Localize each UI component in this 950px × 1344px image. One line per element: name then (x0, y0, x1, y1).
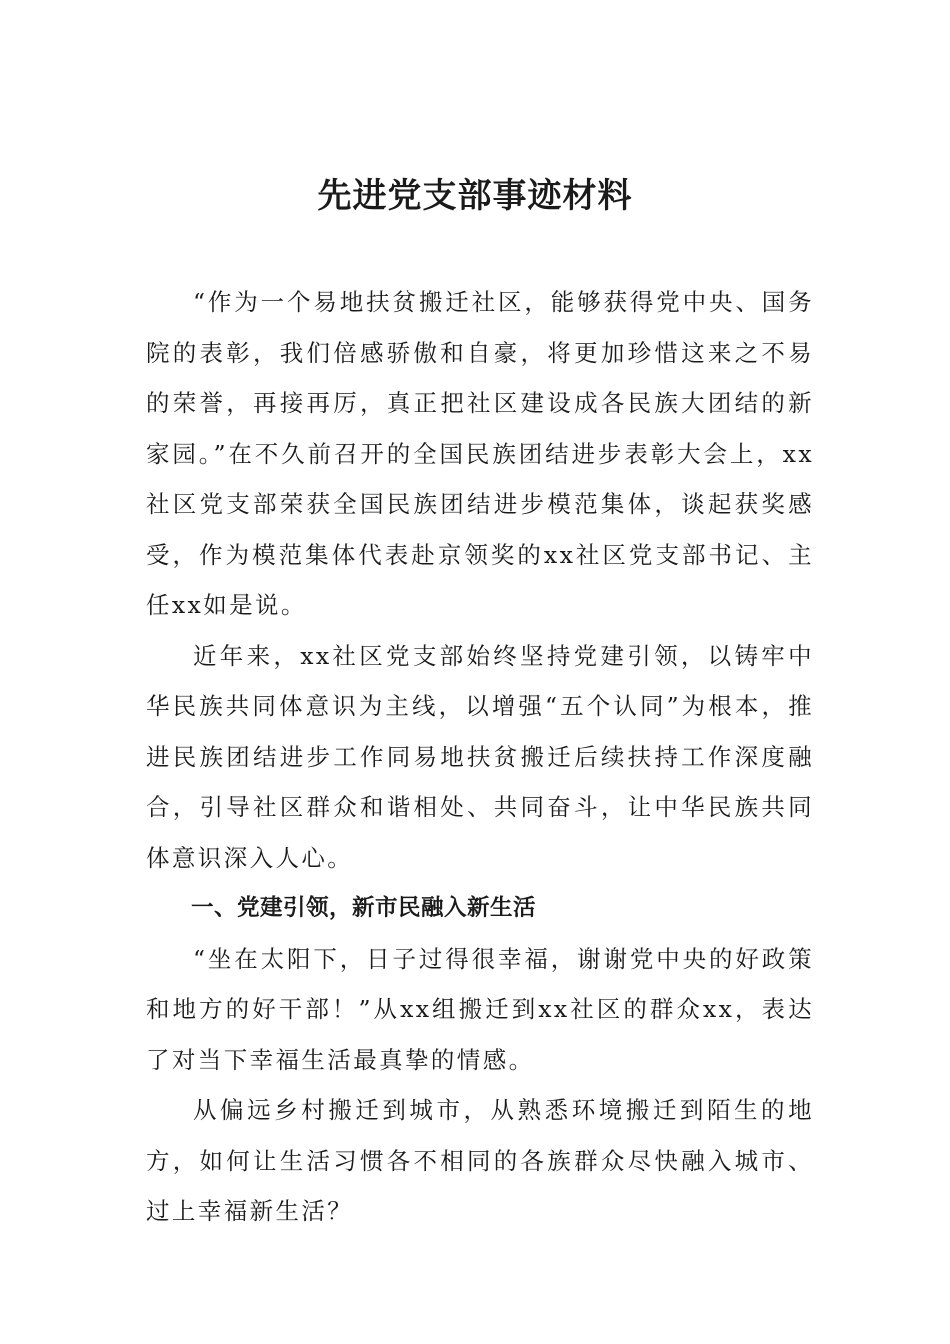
body-paragraph-2: 近年来，xx社区党支部始终坚持党建引领，以铸牢中华民族共同体意识为主线，以增强“五个认同”为根本，推进民族团结进步工作同易地扶贫搬迁后续扶持工作深度融合，引导社区群众和谐相处、共同奋斗，让中华民族共同体意识深入人心。 (146, 641, 814, 872)
section-paragraph-1: “坐在太阳下，日子过得很幸福，谢谢党中央的好政策和地方的好干部！”从xx组搬迁到xx社区的群众xx，表达了对当下幸福生活最真挚的情感。 (146, 944, 814, 1074)
section-heading: 一、党建引领，新市民融入新生活 (191, 895, 537, 921)
body-paragraph-1: “作为一个易地扶贫搬迁社区，能够获得党中央、国务院的表彰，我们倍感骄傲和自豪，将更加珍惜这来之不易的荣誉，再接再厉，真正把社区建设成各民族大团结的新家园。”在不久前召开的全国民族团结进步表彰大会上，xx社区党支部荣获全国民族团结进步模范集体，谈起获奖感受，作为模范集体代表赴京领奖的xx社区党支部书记、主任xx如是说。 (146, 288, 814, 619)
document-title: 先进党支部事迹材料 (317, 176, 633, 216)
section-paragraph-2: 从偏远乡村搬迁到城市，从熟悉环境搬迁到陌生的地方，如何让生活习惯各不相同的各族群众尽快融入城市、过上幸福新生活？ (146, 1096, 814, 1225)
document-body (146, 277, 814, 1237)
